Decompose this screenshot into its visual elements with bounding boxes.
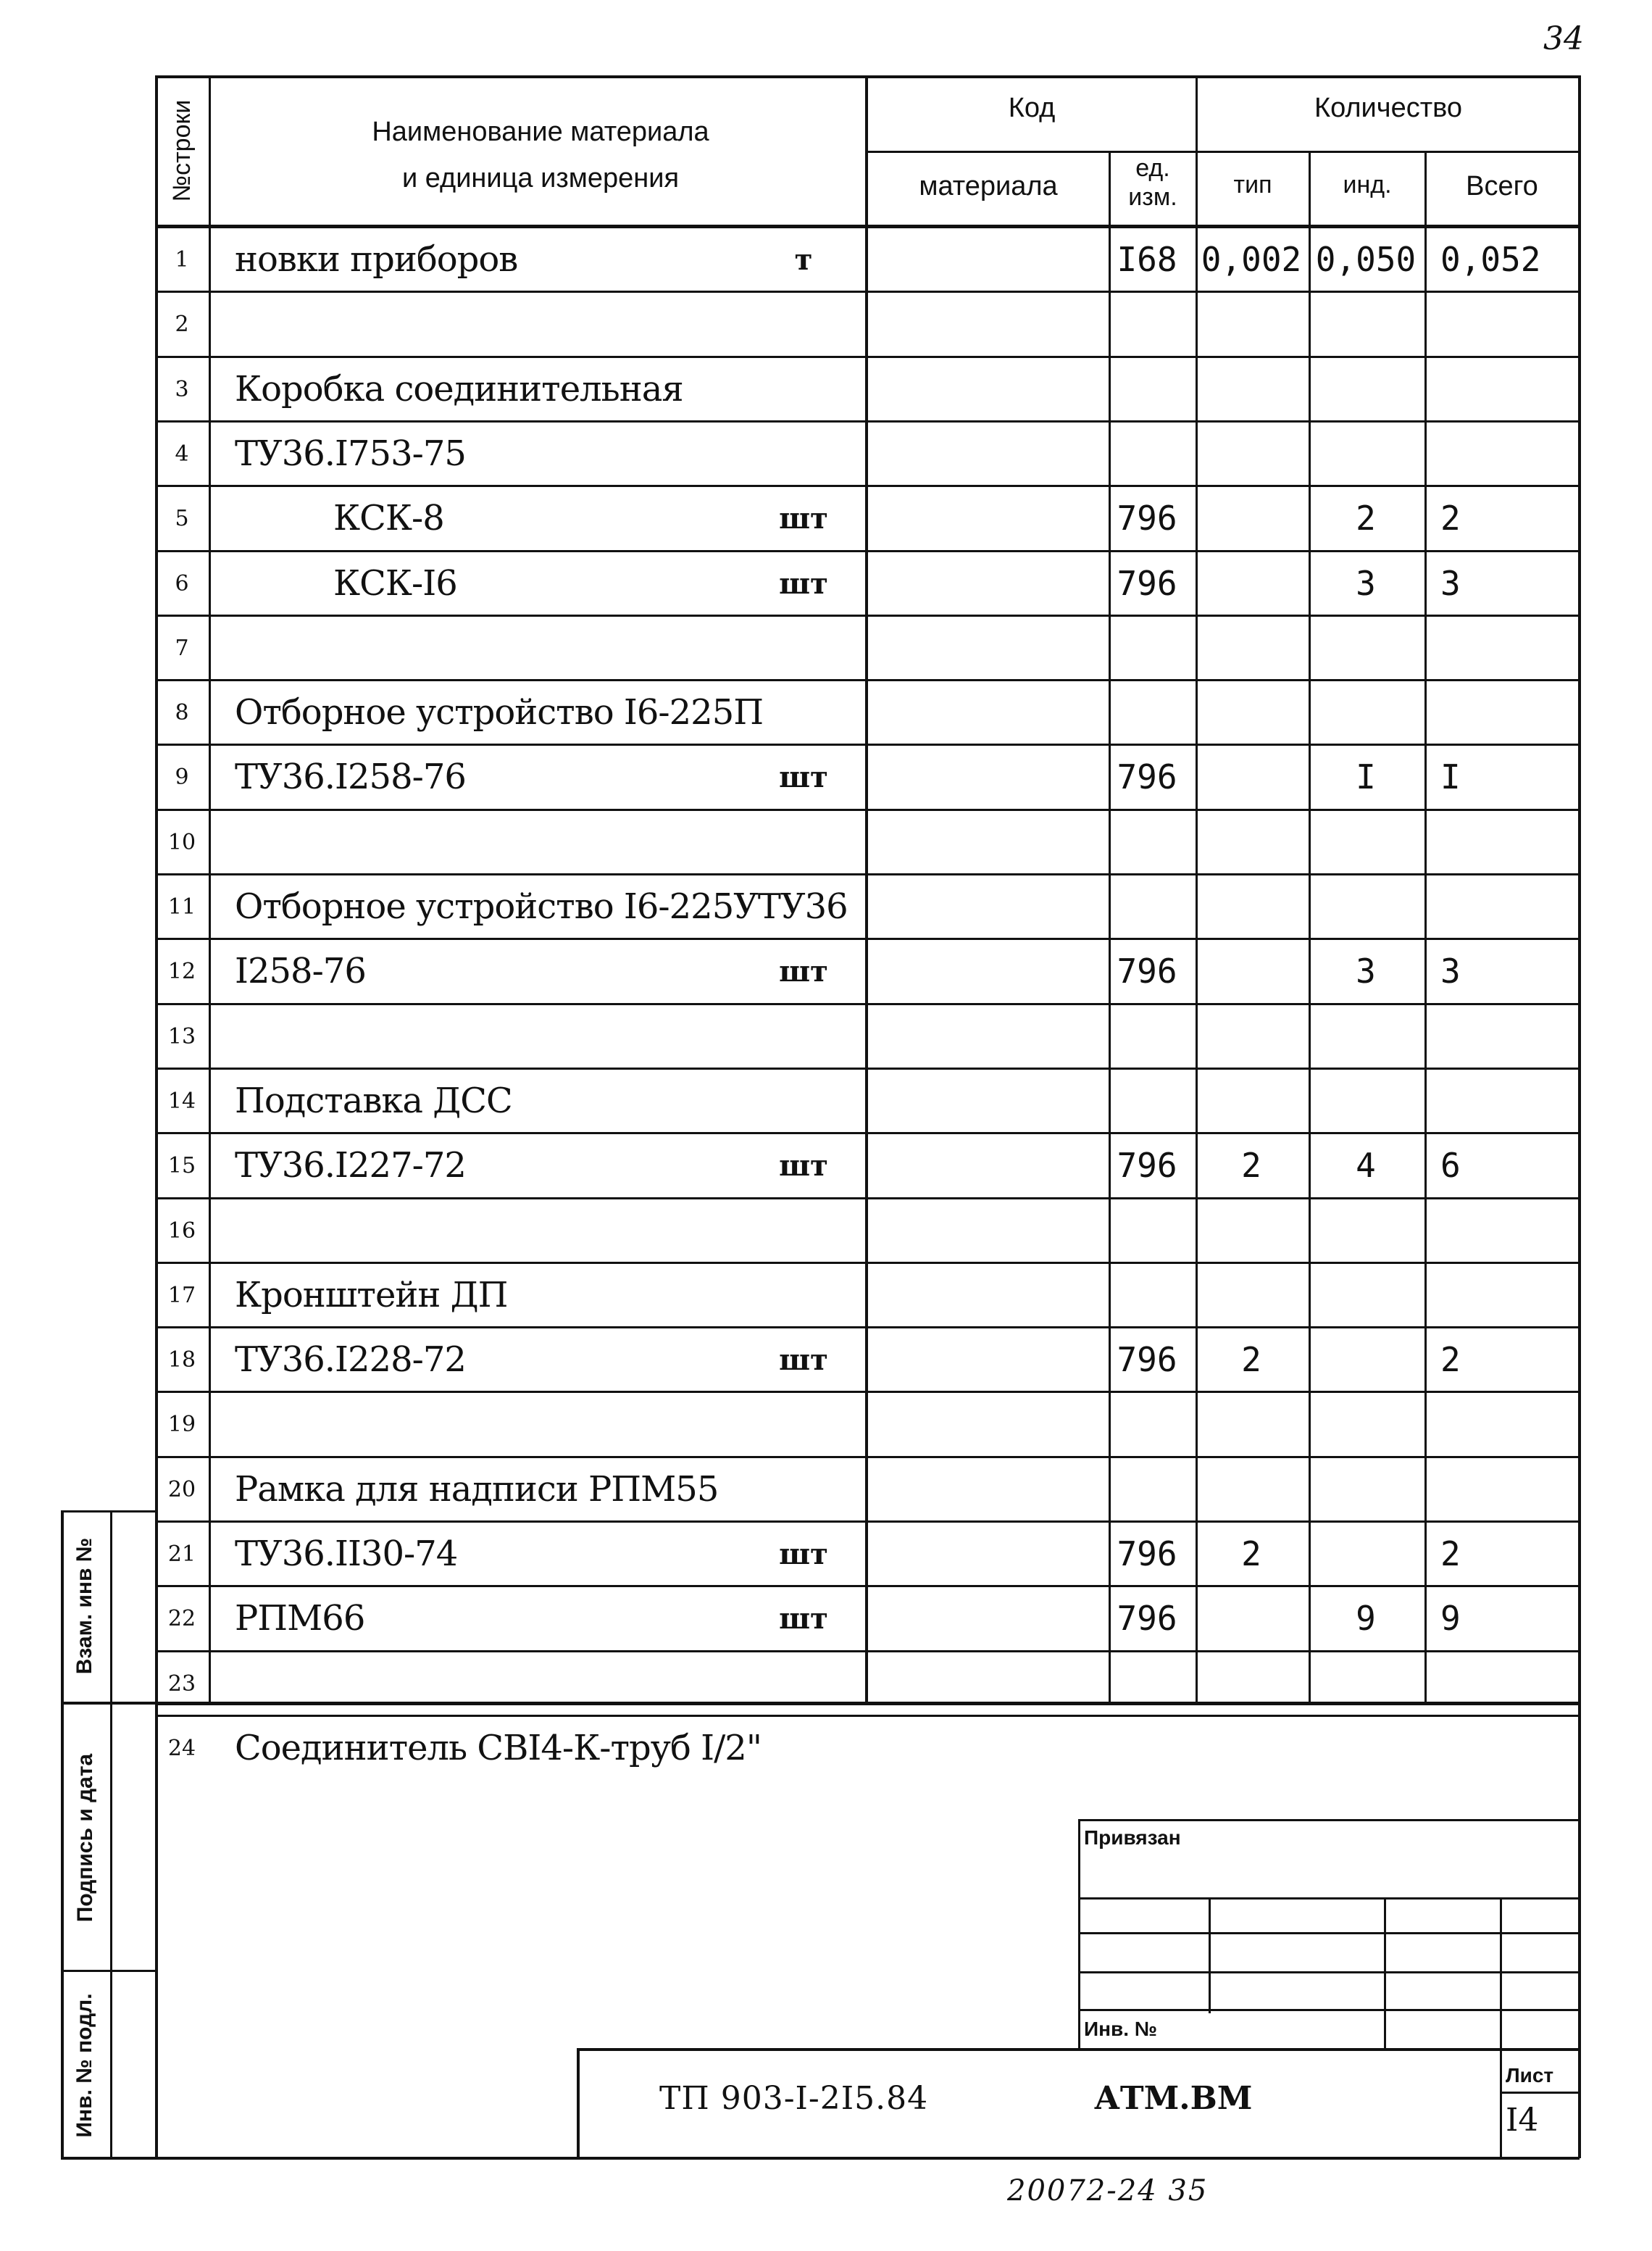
unit-of-measure: т (794, 242, 813, 277)
material-code (865, 875, 1085, 939)
quantity-typical (1197, 875, 1306, 939)
table-row (155, 1392, 1580, 1456)
material-name: I258-76 (235, 951, 366, 991)
material-code (865, 745, 1085, 809)
quantity-total: 0,052 (1440, 240, 1541, 279)
quantity-total (1430, 810, 1578, 874)
row-number-header: №строки (168, 99, 196, 202)
unit-code (1107, 616, 1187, 680)
quantity-total (1430, 1392, 1578, 1456)
name-header (214, 109, 867, 201)
material-name: Рамка для надписи РПМ55 (235, 1469, 719, 1510)
quantity-total (1430, 357, 1578, 421)
quantity-individual (1311, 292, 1420, 356)
table-row (155, 1652, 1580, 1715)
unit-of-measure (749, 810, 858, 874)
quantity-typical: 2 (1241, 1534, 1261, 1573)
quantity-typical (1197, 1586, 1306, 1650)
row-number: 22 (167, 1605, 196, 1631)
unit-code (1107, 357, 1187, 421)
table-row (155, 681, 1580, 744)
unit-code (1107, 681, 1187, 744)
row-number: 23 (167, 1670, 196, 1697)
quantity-total (1430, 681, 1578, 744)
unit-of-measure (749, 422, 858, 486)
unit-of-measure: шт (779, 954, 828, 989)
quantity-typical (1197, 1004, 1306, 1068)
quantity-individual (1311, 422, 1420, 486)
material-code (865, 1069, 1085, 1133)
quantity-typical (1197, 422, 1306, 486)
unit-code (1107, 1392, 1187, 1456)
quantity-total: 6 (1440, 1146, 1461, 1185)
row-number: 21 (167, 1541, 196, 1567)
sidebar-inv-podl: Инв. № подл. (72, 1993, 96, 2138)
unit-code: 796 (1117, 1534, 1177, 1573)
unit-code (1107, 1716, 1187, 1780)
material-name (235, 1652, 785, 1715)
quantity-typical (1197, 1199, 1306, 1262)
unit-of-measure (749, 357, 858, 421)
table-row (155, 1586, 1580, 1650)
unit-code (1107, 810, 1187, 874)
quantity-typical (1197, 1069, 1306, 1133)
unit-code: 796 (1117, 952, 1177, 991)
unit-of-measure (749, 1652, 858, 1715)
quantity-total (1430, 1716, 1578, 1780)
unit-of-measure (749, 616, 858, 680)
quantity-total: 3 (1440, 952, 1461, 991)
unit-code (1107, 422, 1187, 486)
unit-of-measure (749, 681, 858, 744)
unit-code: 796 (1117, 757, 1177, 796)
material-name (235, 292, 785, 356)
unit-of-measure (749, 1199, 858, 1262)
quantity-typical: 2 (1241, 1340, 1261, 1379)
table-row (155, 486, 1580, 550)
sidebar-podpis-data: Подпись и дата (73, 1753, 97, 1923)
unit-code: 796 (1117, 1146, 1177, 1185)
quantity-typical (1197, 681, 1306, 744)
ind-header: инд. (1343, 171, 1392, 199)
unit-code: I68 (1117, 240, 1177, 279)
quantity-individual (1311, 681, 1420, 744)
table-row (155, 875, 1580, 939)
unit-of-measure (749, 1004, 858, 1068)
material-name (235, 616, 785, 680)
material-code (865, 1199, 1085, 1262)
quantity-total (1430, 292, 1578, 356)
material-code (865, 1457, 1085, 1521)
quantity-typical (1197, 745, 1306, 809)
row-number: 8 (175, 699, 189, 725)
quantity-individual (1311, 357, 1420, 421)
material-code (865, 1328, 1085, 1391)
row-number: 14 (167, 1088, 196, 1114)
quantity-total (1430, 875, 1578, 939)
quantity-individual: 2 (1356, 499, 1376, 538)
code-header: Код (1008, 93, 1056, 123)
material-code (865, 939, 1085, 1003)
quantity-typical: 2 (1241, 1146, 1261, 1185)
material-name: Отборное устройство I6-225П (235, 692, 764, 733)
quantity-individual (1311, 1263, 1420, 1327)
table-row (155, 292, 1580, 356)
row-number: 16 (167, 1218, 196, 1244)
row-number: 7 (175, 635, 189, 661)
row-number: 5 (175, 505, 189, 531)
material-name: Отборное устройство I6-225УТУ36 (235, 886, 848, 927)
material-code (865, 422, 1085, 486)
quantity-individual: 3 (1356, 952, 1376, 991)
archive-number: 20072-24 35 (1007, 2174, 1209, 2208)
quantity-typical (1197, 1392, 1306, 1456)
quantity-typical (1197, 616, 1306, 680)
quantity-typical (1197, 357, 1306, 421)
unit-code-header-line2: изм. (1128, 183, 1177, 211)
quantity-total: 2 (1440, 499, 1461, 538)
unit-of-measure (749, 1716, 858, 1780)
row-number: 24 (167, 1735, 196, 1761)
table-row (155, 1328, 1580, 1391)
table-row (155, 1004, 1580, 1068)
quantity-typical (1197, 552, 1306, 615)
unit-of-measure: шт (779, 501, 828, 536)
quantity-total: 3 (1440, 564, 1461, 603)
row-number: 3 (175, 376, 189, 402)
quantity-individual (1311, 1199, 1420, 1262)
quantity-individual (1311, 1004, 1420, 1068)
unit-code-header-line1: ед. (1135, 154, 1170, 182)
sheet-number: I4 (1506, 2102, 1539, 2139)
quantity-typical (1197, 810, 1306, 874)
document-code: ТП 903-I-2I5.84 (659, 2080, 929, 2117)
material-code (865, 1263, 1085, 1327)
unit-code-header (1110, 154, 1196, 212)
material-code (865, 292, 1085, 356)
quantity-total (1430, 1263, 1578, 1327)
unit-of-measure: шт (779, 1536, 828, 1571)
material-name: Коробка соединительная (235, 369, 683, 409)
row-number: 13 (167, 1023, 196, 1049)
material-name (235, 1392, 785, 1456)
unit-code (1107, 1652, 1187, 1715)
material-name: ТУ36.I227-72 (235, 1145, 466, 1186)
table-row (155, 939, 1580, 1003)
material-code (865, 1133, 1085, 1197)
quantity-total: 9 (1440, 1599, 1461, 1638)
unit-of-measure: шт (779, 1148, 828, 1183)
row-number: 20 (167, 1476, 196, 1502)
material-code (865, 1004, 1085, 1068)
table-row (155, 422, 1580, 486)
material-name: ТУ36.II30-74 (235, 1534, 458, 1574)
quantity-individual (1311, 616, 1420, 680)
quantity-individual (1311, 1522, 1420, 1586)
unit-of-measure (749, 292, 858, 356)
quantity-total: 2 (1440, 1340, 1461, 1379)
unit-code (1107, 292, 1187, 356)
unit-code (1107, 1199, 1187, 1262)
material-code (865, 1392, 1085, 1456)
material-code (865, 1716, 1085, 1780)
material-name: Подставка ДСС (235, 1081, 512, 1121)
table-row (155, 1199, 1580, 1262)
material-code (865, 552, 1085, 615)
quantity-individual (1311, 1716, 1420, 1780)
quantity-individual (1311, 875, 1420, 939)
table-row (155, 810, 1580, 874)
quantity-typical (1197, 1716, 1306, 1780)
quantity-total (1430, 1069, 1578, 1133)
quantity-total: 2 (1440, 1534, 1461, 1573)
material-name: РПМ66 (235, 1598, 365, 1639)
row-number: 1 (175, 246, 189, 272)
row-number: 12 (167, 958, 196, 984)
unit-of-measure (749, 1392, 858, 1456)
quantity-typical (1197, 486, 1306, 550)
row-number: 4 (175, 441, 189, 467)
row-number: 6 (175, 570, 189, 596)
unit-code: 796 (1117, 564, 1177, 603)
unit-code (1107, 1069, 1187, 1133)
quantity-individual (1311, 810, 1420, 874)
material-name: ТУ36.I228-72 (235, 1339, 466, 1380)
table-row (155, 1522, 1580, 1586)
unit-of-measure (749, 875, 858, 939)
table-row (155, 1716, 1580, 1780)
quantity-individual: 9 (1356, 1599, 1376, 1638)
quantity-total (1430, 616, 1578, 680)
quantity-individual: I (1356, 757, 1376, 796)
quantity-individual (1311, 1457, 1420, 1521)
sheet-label: Лист (1506, 2064, 1554, 2086)
material-code-header: материала (919, 171, 1058, 201)
material-code (865, 486, 1085, 550)
quantity-total (1430, 422, 1578, 486)
name-header-line2: и единица измерения (401, 163, 680, 194)
quantity-total: I (1440, 757, 1461, 796)
material-name (235, 1004, 785, 1068)
material-code (865, 681, 1085, 744)
quantity-total (1430, 1199, 1578, 1262)
sidebar-vzam-inv: Взам. инв № (72, 1537, 96, 1675)
row-number: 2 (175, 311, 189, 337)
quantity-typical: 0,002 (1201, 240, 1302, 279)
table-row (155, 745, 1580, 809)
row-number: 10 (167, 829, 196, 855)
quantity-individual (1311, 1652, 1420, 1715)
unit-of-measure (749, 1457, 858, 1521)
unit-of-measure: шт (779, 1342, 828, 1377)
material-code (865, 810, 1085, 874)
unit-code (1107, 875, 1187, 939)
material-code (865, 1586, 1085, 1650)
material-name: Кронштейн ДП (235, 1275, 508, 1315)
material-code (865, 616, 1085, 680)
table-row (155, 1069, 1580, 1133)
quantity-individual (1311, 1392, 1420, 1456)
unit-code: 796 (1117, 499, 1177, 538)
unit-of-measure (749, 1263, 858, 1327)
table-row (155, 1263, 1580, 1327)
material-code (865, 1522, 1085, 1586)
tip-header: тип (1233, 171, 1272, 199)
unit-code (1107, 1004, 1187, 1068)
quantity-typical (1197, 939, 1306, 1003)
table-row (155, 228, 1580, 291)
quantity-individual: 3 (1356, 564, 1376, 603)
material-name: Соединитель СВI4-К-труб I/2" (235, 1728, 762, 1768)
material-name (235, 1199, 785, 1262)
table-row (155, 552, 1580, 615)
quantity-total (1430, 1457, 1578, 1521)
row-number: 18 (167, 1347, 196, 1373)
material-code (865, 357, 1085, 421)
material-name: ТУ36.I753-75 (235, 433, 466, 474)
material-name: ТУ36.I258-76 (235, 757, 466, 797)
inv-no-label: Инв. № (1084, 2018, 1158, 2040)
quantity-typical (1197, 1263, 1306, 1327)
table-row (155, 616, 1580, 680)
row-number: 11 (167, 894, 196, 920)
unit-code (1107, 1263, 1187, 1327)
unit-code: 796 (1117, 1599, 1177, 1638)
quantity-typical (1197, 1652, 1306, 1715)
table-row (155, 1133, 1580, 1197)
unit-of-measure: шт (779, 566, 828, 601)
table-row (155, 1457, 1580, 1521)
unit-of-measure: шт (779, 1601, 828, 1636)
document-suffix: АТМ.ВМ (1094, 2080, 1253, 2117)
quantity-header: Количество (1314, 93, 1463, 123)
material-name: новки приборов (235, 239, 518, 280)
material-name: КСК-I6 (333, 563, 457, 604)
quantity-total (1430, 1652, 1578, 1715)
material-code (865, 1652, 1085, 1715)
quantity-total (1430, 1004, 1578, 1068)
unit-of-measure (749, 1069, 858, 1133)
table-row (155, 357, 1580, 421)
row-number: 19 (167, 1411, 196, 1437)
quantity-individual: 0,050 (1315, 240, 1417, 279)
quantity-individual (1311, 1328, 1420, 1391)
unit-code: 796 (1117, 1340, 1177, 1379)
total-header: Всего (1466, 171, 1538, 201)
quantity-typical (1197, 1457, 1306, 1521)
page-number: 34 (1543, 20, 1584, 57)
quantity-individual (1311, 1069, 1420, 1133)
privyazan-label: Привязан (1084, 1826, 1181, 1849)
unit-of-measure: шт (779, 760, 828, 794)
row-number: 9 (175, 764, 189, 790)
name-header-line1: Наименование материала (372, 117, 709, 147)
material-code (865, 228, 1085, 291)
unit-code (1107, 1457, 1187, 1521)
quantity-individual: 4 (1356, 1146, 1376, 1185)
row-number: 17 (167, 1282, 196, 1308)
row-number: 15 (167, 1152, 196, 1178)
material-name: КСК-8 (333, 498, 444, 538)
material-name (235, 810, 785, 874)
quantity-typical (1197, 292, 1306, 356)
